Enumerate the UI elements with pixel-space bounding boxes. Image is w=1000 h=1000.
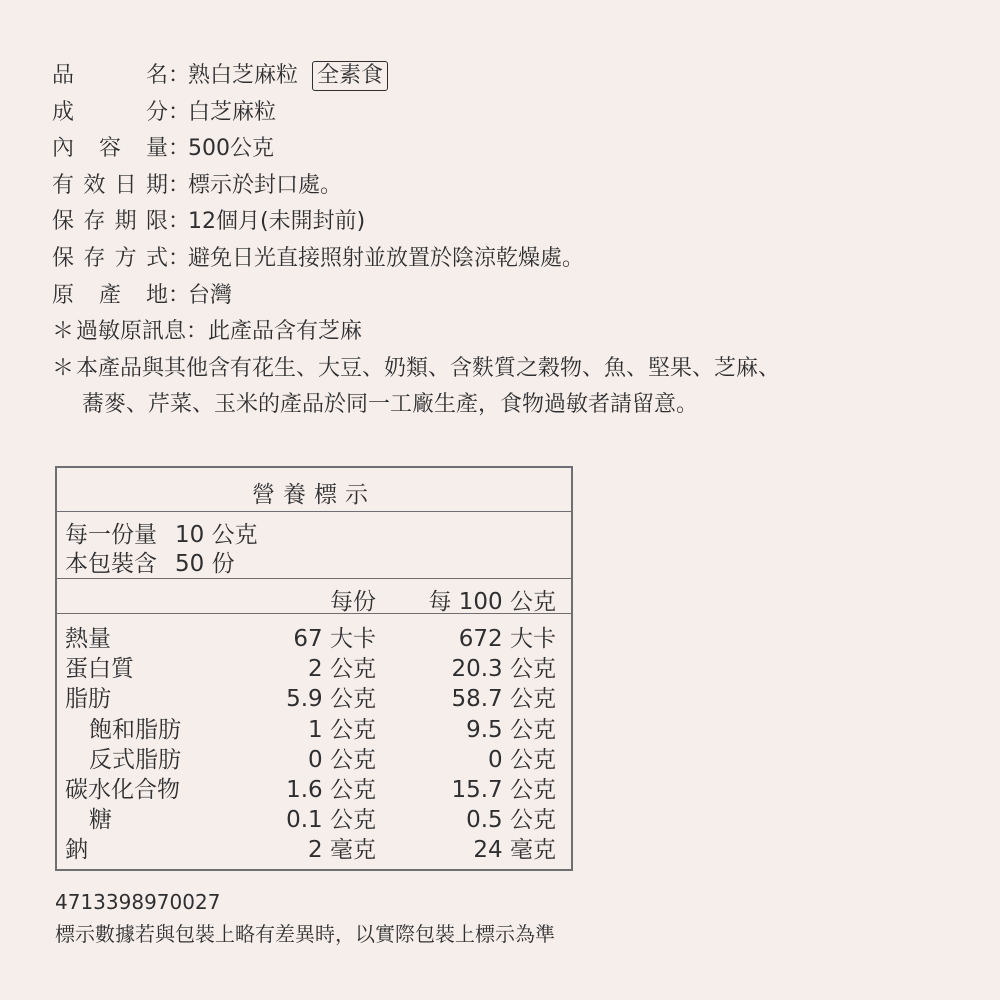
per-serving-value: 0.1 公克 bbox=[286, 807, 376, 834]
name-label: 品 名 bbox=[52, 63, 168, 88]
serving-label: 每一份量 bbox=[65, 522, 157, 548]
allergen-text-2: 本產品與其他含有花生、大豆、奶類、含麩質之穀物、魚、堅果、芝麻、 bbox=[76, 355, 781, 381]
nutrition-row bbox=[57, 680, 571, 713]
per-100g-value: 20.3 公克 bbox=[451, 656, 556, 683]
row-origin: 原 產 地 ： 台灣 bbox=[52, 278, 780, 315]
nutrition-row bbox=[57, 711, 571, 741]
ingredients-label: 成 分 bbox=[52, 99, 168, 125]
nutrient-name: 熱量 bbox=[65, 626, 111, 652]
row-shelf: 保 存 期 限 ： 12個月(未開封前) bbox=[52, 204, 780, 241]
nutrition-title: 營養標示 bbox=[252, 482, 376, 508]
row-storage: 保 存 方 式 ： 避免日光直接照射並放置於陰涼乾燥處。 bbox=[52, 241, 780, 278]
nutrient-name: 脂肪 bbox=[65, 686, 111, 713]
nutrient-name: 鈉 bbox=[65, 837, 88, 864]
asterisk-icon: ＊ bbox=[52, 319, 75, 345]
allergen-note-2 bbox=[52, 351, 780, 388]
nutrient-name: 蛋白質 bbox=[65, 656, 134, 683]
per-100g-value: 24 毫克 bbox=[473, 837, 556, 864]
nutrition-panel bbox=[55, 466, 573, 871]
barcode-number: 4713398970027 bbox=[55, 890, 221, 914]
pack-value: 50 份 bbox=[175, 551, 235, 577]
nutrient-name: 糖 bbox=[89, 807, 112, 834]
per-serving-value: 2 公克 bbox=[308, 656, 376, 683]
origin-label: 原 產 地 bbox=[52, 282, 168, 308]
serving-value: 10 公克 bbox=[175, 522, 258, 548]
nutrition-row bbox=[57, 741, 571, 771]
per-serving-value: 2 毫克 bbox=[308, 837, 376, 864]
storage-value: 避免日光直接照射並放置於陰涼乾燥處。 bbox=[188, 245, 585, 271]
per-serving-value: 67 大卡 bbox=[293, 626, 376, 652]
col-per-100g: 每 100 公克 bbox=[428, 589, 556, 615]
expiry-value: 標示於封口處。 bbox=[188, 172, 343, 198]
row-name: 品 名 ： 熟白芝麻粒 全素食 bbox=[52, 58, 780, 95]
per-serving-value: 1.6 公克 bbox=[286, 777, 376, 803]
per-100g-value: 15.7 公克 bbox=[451, 777, 556, 803]
name-value: 熟白芝麻粒 bbox=[188, 63, 299, 88]
divider bbox=[57, 511, 571, 512]
nutrition-row bbox=[57, 801, 571, 834]
per-serving-value: 1 公克 bbox=[308, 716, 376, 743]
net-label: 內 容 量 bbox=[52, 136, 168, 162]
nutrition-row bbox=[57, 831, 571, 864]
col-per-serving: 每份 bbox=[330, 589, 376, 615]
per-100g-value: 9.5 公克 bbox=[466, 716, 556, 743]
shelf-label: 保 存 期 限 bbox=[52, 209, 168, 235]
nutrient-name: 飽和脂肪 bbox=[89, 716, 181, 743]
nutrition-row bbox=[57, 771, 571, 801]
vegan-tag: 全素食 bbox=[312, 61, 388, 91]
allergen-text-3: 蕎麥、芹菜、玉米的產品於同一工廠生產，食物過敏者請留意。 bbox=[82, 392, 699, 418]
row-expiry: 有 效 日 期 ： 標示於封口處。 bbox=[52, 168, 780, 205]
origin-value: 台灣 bbox=[188, 282, 233, 308]
expiry-label: 有 效 日 期 bbox=[52, 172, 168, 198]
per-100g-value: 58.7 公克 bbox=[451, 686, 556, 713]
row-ingredients: 成 分 ： 白芝麻粒 bbox=[52, 95, 780, 132]
nutrition-row bbox=[57, 620, 571, 650]
pack-label: 本包裝含 bbox=[65, 551, 157, 577]
per-100g-value: 0.5 公克 bbox=[466, 807, 556, 834]
nutrition-row bbox=[57, 650, 571, 683]
allergen-text-1: 過敏原訊息：此產品含有芝麻 bbox=[76, 319, 363, 345]
asterisk-icon: ＊ bbox=[52, 355, 75, 381]
nutrient-name: 反式脂肪 bbox=[89, 746, 181, 773]
storage-label: 保 存 方 式 bbox=[52, 245, 168, 271]
ingredients-value: 白芝麻粒 bbox=[188, 99, 277, 125]
divider bbox=[57, 578, 571, 579]
divider bbox=[57, 613, 571, 614]
allergen-note-1 bbox=[52, 314, 780, 351]
per-100g-value: 0 公克 bbox=[488, 746, 556, 773]
per-100g-value: 672 大卡 bbox=[458, 626, 556, 652]
nutrient-name: 碳水化合物 bbox=[65, 777, 180, 803]
disclaimer: 標示數據若與包裝上略有差異時，以實際包裝上標示為準 bbox=[55, 922, 555, 946]
row-net: 內 容 量 ： 500公克 bbox=[52, 131, 780, 168]
shelf-value: 12個月(未開封前) bbox=[188, 209, 366, 235]
product-info bbox=[52, 58, 780, 424]
per-serving-value: 5.9 公克 bbox=[286, 686, 376, 713]
per-serving-value: 0 公克 bbox=[308, 746, 376, 773]
net-value: 500公克 bbox=[188, 136, 274, 162]
servings-per-pack bbox=[65, 545, 235, 578]
